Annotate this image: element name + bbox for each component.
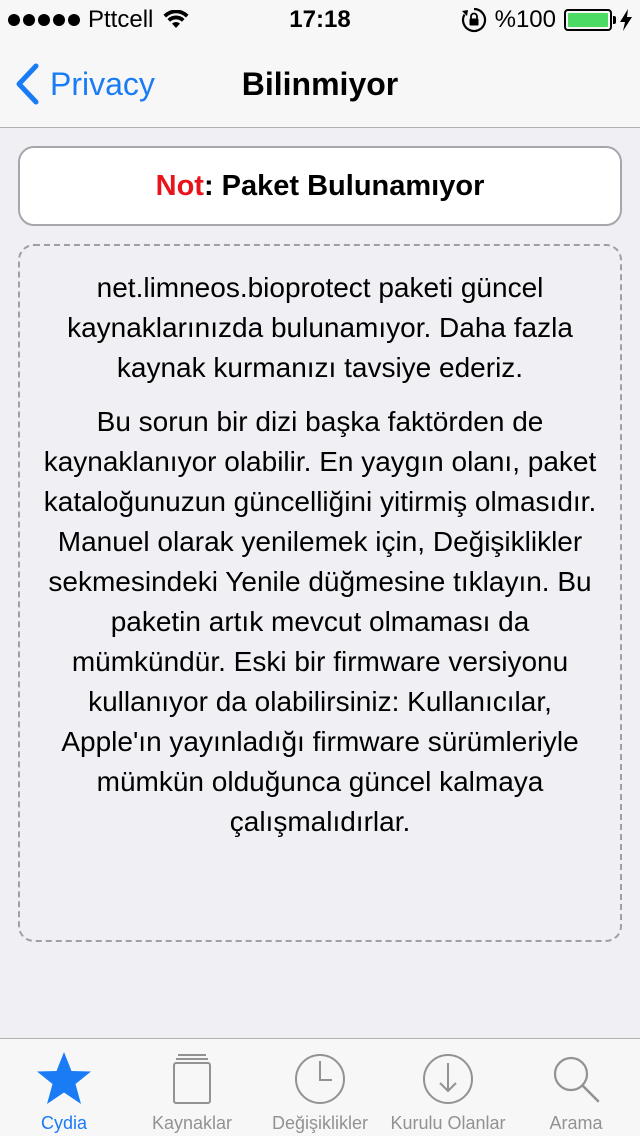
battery-icon <box>564 9 612 31</box>
status-bar <box>0 0 640 40</box>
tab-cydia[interactable] <box>0 1039 128 1136</box>
notice-label: Not <box>155 169 204 202</box>
status-time: 17:18 <box>289 6 351 33</box>
message-box <box>18 244 622 942</box>
clock-icon <box>290 1049 350 1109</box>
tab-label: Değişiklikler <box>271 1113 369 1133</box>
battery-percentage: %100 <box>494 6 556 33</box>
tab-label: Arama <box>549 1113 603 1133</box>
tab-label: Kurulu Olanlar <box>390 1113 506 1133</box>
star-icon <box>34 1049 94 1109</box>
sources-icon <box>162 1049 222 1109</box>
tab-bar <box>0 1038 640 1136</box>
download-icon <box>418 1049 478 1109</box>
search-icon <box>546 1049 606 1109</box>
notice-box <box>18 146 622 226</box>
rotation-lock-icon <box>461 7 487 33</box>
back-button-label: Privacy <box>50 65 155 102</box>
charging-bolt-icon <box>620 9 632 31</box>
tab-degisiklikler[interactable] <box>256 1039 384 1136</box>
tab-label: Kaynaklar <box>151 1113 233 1133</box>
notice-text: : Paket Bulunamıyor <box>203 169 485 202</box>
page-title: Bilinmiyor <box>241 66 399 102</box>
tab-label: Cydia <box>40 1113 88 1133</box>
tab-arama[interactable] <box>512 1039 640 1136</box>
tab-kurulu-olanlar[interactable] <box>384 1039 512 1136</box>
navigation-bar <box>0 40 640 128</box>
carrier-name: Pttcell <box>88 6 154 33</box>
message-paragraph-2: Bu sorun bir dizi başka faktörden de kaynaklanıyor olabilir. En yaygın olanı, paket kataloğunuzun güncelliğini yitirmiş olmasıdır. Manuel olarak yenilemek için, Değişiklikler sekmesindeki Yenile düğmesine tıklayın. Bu paketin artık mevcut olmaması da mümkündür. Eski bir firmware versiyonu kullanıyor da olabilirsiniz: Kullanıcılar, Apple'ın yayınladığı firmware sürümleriyle mümkün olduğunca güncel kalmaya çalışmalıdırlar. <box>43 406 597 837</box>
status-right <box>461 6 632 34</box>
message-paragraph-1: net.limneos.bioprotect paketi güncel kaynaklarınızda bulunamıyor. Daha fazla kaynak kurmanızı tavsiye ederiz. <box>67 272 573 383</box>
tab-kaynaklar[interactable] <box>128 1039 256 1136</box>
